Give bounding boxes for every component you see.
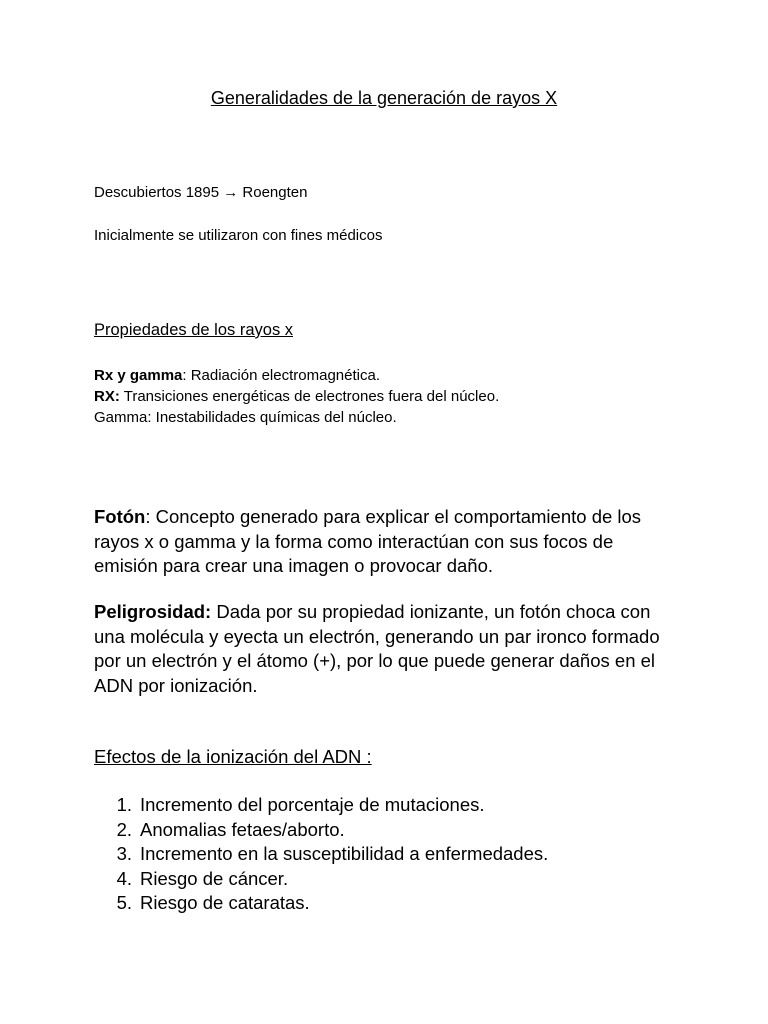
document-title: Generalidades de la generación de rayos X: [210, 88, 558, 108]
list-item: [94, 891, 694, 916]
definition-peligrosidad: Dada por su propiedad ionizante, un fotón choca con una molécula y eyecta un electrón, generando un par ironco formado por un electrón y el átomo (+), por lo que puede generar daños en el ADN por ionización.: [94, 601, 660, 696]
section-heading-efectos: Efectos de la ionización del ADN :: [94, 746, 372, 767]
propiedades-block: [94, 365, 694, 428]
propiedades-line-rx: [94, 386, 694, 407]
list-item-number: 2.: [116, 818, 132, 840]
list-item-text: Riesgo de cáncer.: [140, 867, 289, 889]
propiedades-line-gamma: Gamma: Inestabilidades químicas del núcleo.: [94, 409, 397, 426]
list-item-text: Riesgo de cataratas.: [140, 892, 310, 913]
paragraph-peligrosidad: [94, 600, 674, 698]
list-item-text: Anomalias fetaes/aborto.: [140, 818, 345, 840]
term-rx-gamma: Rx y gamma: [94, 367, 183, 384]
list-item-number: 1.: [116, 794, 132, 815]
list-item-number: 4.: [116, 867, 132, 889]
intro-line-discovery: Descubiertos 1895 → Roengten: [94, 184, 308, 201]
list-item-text: Incremento en la susceptibilidad a enfermedades.: [140, 843, 549, 864]
term-rx: RX:: [94, 388, 120, 405]
section-heading-propiedades: Propiedades de los rayos x: [94, 321, 294, 339]
paragraph-foton: [94, 505, 674, 579]
propiedades-line-rx-gamma: [94, 365, 694, 386]
definition-rx: Transiciones energéticas de electrones fuera del núcleo.: [119, 388, 500, 405]
term-peligrosidad: Peligrosidad:: [94, 601, 212, 622]
definition-foton: : Concepto generado para explicar el comportamiento de los rayos x o gamma y la forma como interactúan con sus focos de emisión para crear una imagen o provocar daño.: [94, 506, 642, 576]
term-foton: Fotón: [94, 506, 146, 527]
effects-list: [94, 793, 694, 916]
list-item-text: Incremento del porcentaje de mutaciones.: [140, 794, 485, 815]
list-item: [94, 793, 694, 818]
list-item-number: 5.: [116, 892, 132, 913]
list-item: [94, 818, 694, 843]
list-item-number: 3.: [116, 843, 132, 864]
list-item: [94, 842, 694, 867]
intro-line-medical-use: Inicialmente se utilizaron con fines médicos: [94, 227, 383, 244]
list-item: [94, 867, 694, 892]
definition-rx-gamma: : Radiación electromagnética.: [182, 367, 380, 384]
